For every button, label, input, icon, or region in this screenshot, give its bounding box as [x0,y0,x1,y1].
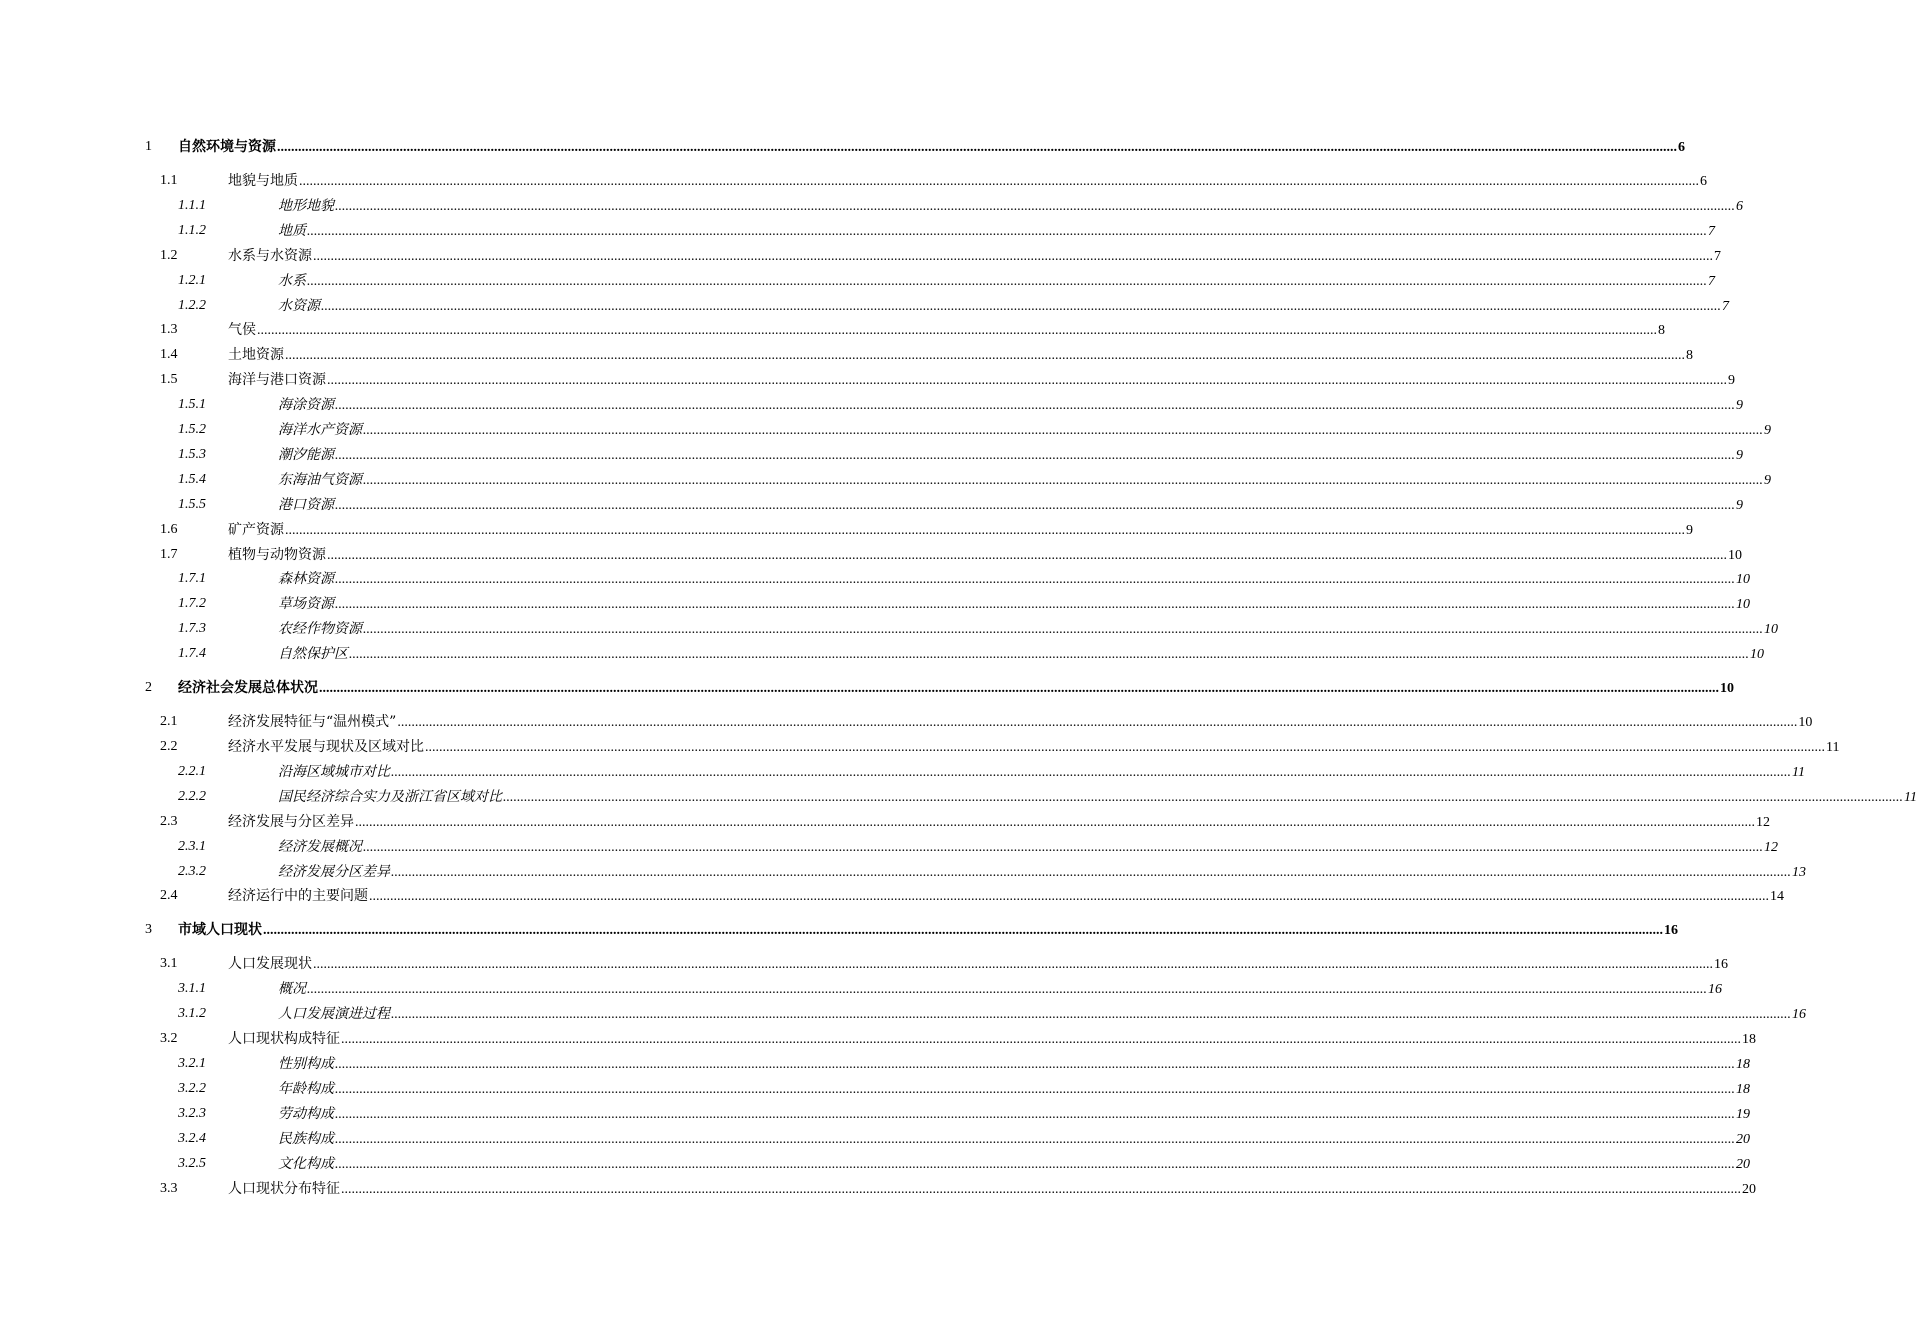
dot-leader: ................................................................................................................................................................................................................................................................................................................................................................................................................ [335,398,1735,414]
toc-entry[interactable] [0,170,1707,192]
toc-entry[interactable] [0,1028,1756,1050]
toc-entry[interactable] [0,1153,1750,1175]
toc-entry-page: 9 [1764,472,1771,488]
toc-entry-page: 18 [1742,1032,1756,1048]
toc-entry-line [278,394,1743,417]
toc-entry-line [278,295,1729,318]
toc-entry-title: 水系与水资源 [228,247,312,264]
toc-entry[interactable] [0,195,1743,217]
toc-entry[interactable] [0,1178,1756,1200]
toc-entry[interactable] [0,836,1778,858]
toc-entry-page: 14 [1770,889,1784,905]
dot-leader: ................................................................................................................................................................................................................................................................................................................................................................................................................ [335,1106,1735,1122]
dot-leader: ................................................................................................................................................................................................................................................................................................................................................................................................................ [335,1081,1735,1097]
dot-leader: ................................................................................................................................................................................................................................................................................................................................................................................................................ [369,889,1769,905]
toc-entry-page: 9 [1736,447,1743,463]
toc-entry-number: 1.6 [160,521,178,537]
toc-entry-page: 19 [1736,1106,1750,1122]
toc-entry-number: 1.5 [160,372,178,388]
toc-entry-number: 2.2.2 [178,788,206,804]
toc-entry-number: 3.2.3 [178,1105,206,1121]
dot-leader: ................................................................................................................................................................................................................................................................................................................................................................................................................ [335,572,1735,588]
toc-entry-number: 3.2.4 [178,1130,206,1146]
toc-entry-title: 草场资源 [278,596,334,613]
toc-entry-page: 20 [1742,1181,1756,1197]
toc-entry-title: 森林资源 [278,571,334,588]
toc-entry-page: 12 [1764,839,1778,855]
dot-leader: ................................................................................................................................................................................................................................................................................................................................................................................................................ [313,248,1713,264]
toc-entry-title: 潮汐能源 [278,446,334,463]
toc-entry-title: 经济发展概况 [278,838,362,855]
toc-entry[interactable] [0,978,1722,1000]
toc-entry-title: 劳动构成 [278,1105,334,1122]
dot-leader: ................................................................................................................................................................................................................................................................................................................................................................................................................ [277,140,1677,155]
toc-entry-page: 13 [1792,864,1806,880]
toc-entry[interactable] [0,568,1750,590]
toc-entry-page: 10 [1736,572,1750,588]
toc-entry-number: 1.1.2 [178,222,206,238]
toc-entry-number: 1.7.1 [178,571,206,587]
toc-entry-title: 水系 [278,272,306,289]
toc-entry[interactable] [0,369,1735,391]
toc-entry-title: 沿海区域城市对比 [278,763,390,780]
toc-entry-page: 10 [1764,622,1778,638]
toc-entry-title: 人口现状构成特征 [228,1031,340,1048]
toc-entry-page: 9 [1728,373,1735,389]
toc-entry-number: 1.1.1 [178,197,206,213]
toc-entry-number: 1.7.2 [178,596,206,612]
toc-entry-number: 2.2.1 [178,763,206,779]
toc-entry-title: 气侯 [228,322,256,339]
toc-entry-line [278,220,1715,243]
toc-entry[interactable] [0,394,1743,416]
toc-entry-line [278,593,1750,616]
toc-entry[interactable] [0,444,1743,466]
toc-entry-title: 农经作物资源 [278,621,362,638]
toc-entry-title: 文化构成 [278,1155,334,1172]
toc-entry-page: 6 [1736,198,1743,214]
toc-entry-title: 人口现状分布特征 [228,1180,340,1197]
toc-entry[interactable] [0,1103,1750,1125]
toc-entry-line [228,544,1742,567]
toc-entry-title: 人口发展现状 [228,956,312,973]
toc-entry-number: 1.4 [160,347,178,363]
toc-entry-page: 16 [1792,1007,1806,1023]
toc-entry-page: 9 [1686,522,1693,538]
toc-entry-line [228,344,1693,367]
toc-entry-line [228,1178,1756,1201]
toc-entry-number: 1.2 [160,247,178,263]
toc-entry-title: 经济水平发展与现状及区域对比 [228,739,424,755]
toc-entry-page: 7 [1708,273,1715,289]
dot-leader: ................................................................................................................................................................................................................................................................................................................................................................................................................ [363,839,1763,855]
toc-entry-line [278,1078,1750,1101]
toc-entry-page: 8 [1658,323,1665,339]
toc-entry-line [278,861,1806,884]
toc-entry-number: 2.1 [160,714,178,730]
dot-leader: ................................................................................................................................................................................................................................................................................................................................................................................................................ [335,198,1735,214]
toc-entry-line [228,711,1813,734]
toc-entry-title: 经济运行中的主要问题 [228,888,368,905]
toc-entry-title: 植物与动物资源 [228,546,326,563]
toc-entry-page: 10 [1736,597,1750,613]
toc-entry-page: 12 [1756,814,1770,830]
toc-entry-title: 民族构成 [278,1130,334,1147]
toc-entry-number: 1.3 [160,322,178,338]
toc-entry-title: 经济发展特征与“温州模式” [228,714,397,731]
toc-entry-title: 经济发展与分区差异 [228,813,354,830]
toc-entry-page: 7 [1708,223,1715,239]
toc-entry-line [278,568,1750,591]
toc-entry[interactable] [0,270,1715,292]
toc-entry-number: 3.2.1 [178,1056,206,1071]
toc-entry-number: 1.5.4 [178,471,206,487]
toc-entry[interactable] [0,136,1685,158]
toc-entry[interactable] [0,953,1728,975]
dot-leader: ................................................................................................................................................................................................................................................................................................................................................................................................................ [391,764,1791,780]
toc-entry-page: 6 [1678,140,1685,155]
toc-entry-title: 土地资源 [228,347,284,364]
toc-entry[interactable] [0,861,1806,883]
toc-entry[interactable] [0,711,1813,733]
toc-entry-page: 18 [1736,1081,1750,1097]
toc-entry-number: 1.7 [160,546,178,562]
toc-entry-number: 3.1 [160,956,178,972]
toc-entry-title: 人口发展演进过程 [278,1006,390,1023]
dot-leader: ................................................................................................................................................................................................................................................................................................................................................................................................................ [349,647,1749,663]
toc-entry-title: 经济发展分区差异 [278,863,390,880]
toc-entry-title: 概况 [278,981,306,998]
toc-entry-page: 11 [1826,740,1840,755]
dot-leader: ................................................................................................................................................................................................................................................................................................................................................................................................................ [307,273,1707,289]
toc-entry-title: 矿产资源 [228,521,284,538]
toc-entry-page: 10 [1798,715,1813,731]
toc-entry-title: 自然保护区 [278,646,348,663]
toc-entry-title: 国民经济综合实力及浙江省区域对比 [278,788,502,805]
dot-leader: ................................................................................................................................................................................................................................................................................................................................................................................................................ [503,789,1903,805]
dot-leader: ................................................................................................................................................................................................................................................................................................................................................................................................................ [335,597,1735,613]
toc-entry-number: 3.3 [160,1180,178,1196]
toc-entry-page: 16 [1664,923,1678,939]
toc-entry[interactable] [0,1053,1750,1075]
dot-leader: ................................................................................................................................................................................................................................................................................................................................................................................................................ [391,1007,1791,1023]
toc-entry-title: 市域人口现状 [178,922,262,939]
toc-entry-page: 9 [1736,398,1743,414]
dot-leader: ................................................................................................................................................................................................................................................................................................................................................................................................................ [355,814,1755,830]
toc-entry-title: 地貌与地质 [228,173,298,189]
dot-leader: ................................................................................................................................................................................................................................................................................................................................................................................................................ [341,1181,1741,1197]
toc-entry[interactable] [0,677,1734,699]
toc-entry[interactable] [0,643,1764,665]
toc-entry-line [178,919,1678,942]
toc-entry[interactable] [0,919,1678,941]
toc-entry[interactable] [0,295,1729,317]
toc-entry-number: 1.2.2 [178,297,206,313]
toc-entry[interactable] [0,544,1742,566]
toc-entry-page: 10 [1750,647,1764,663]
dot-leader: ................................................................................................................................................................................................................................................................................................................................................................................................................ [327,373,1727,389]
toc-entry-page: 7 [1714,248,1721,264]
dot-leader: ................................................................................................................................................................................................................................................................................................................................................................................................................ [363,472,1763,488]
toc-entry[interactable] [0,736,1840,758]
toc-entry-line [278,1053,1750,1076]
toc-entry-line [278,444,1743,467]
toc-entry-title: 自然环境与资源 [178,139,276,155]
toc-entry-page: 16 [1708,982,1722,998]
toc-entry-line [278,1103,1750,1126]
toc-entry-page: 9 [1736,497,1743,513]
toc-entry-number: 3 [145,922,152,938]
toc-entry-number: 2.3.2 [178,863,206,879]
toc-entry-line [228,736,1840,759]
toc-entry-line [228,953,1728,976]
toc-entry[interactable] [0,593,1750,615]
toc-entry-title: 经济社会发展总体状况 [178,680,318,697]
toc-entry-page: 10 [1728,547,1742,563]
dot-leader: ................................................................................................................................................................................................................................................................................................................................................................................................................ [335,1131,1735,1147]
toc-entry-page: 18 [1736,1057,1750,1072]
toc-entry-line [278,643,1764,666]
toc-entry-number: 3.1.1 [178,981,206,997]
toc-entry-title: 水资源 [278,297,320,314]
toc-entry-number: 3.2.2 [178,1080,206,1096]
toc-entry[interactable] [0,761,1805,783]
dot-leader: ................................................................................................................................................................................................................................................................................................................................................................................................................ [363,622,1763,638]
dot-leader: ................................................................................................................................................................................................................................................................................................................................................................................................................ [341,1032,1741,1048]
toc-entry-line [278,1153,1750,1176]
toc-entry[interactable] [0,419,1771,441]
toc-entry-title: 年龄构成 [278,1080,334,1097]
dot-leader: ................................................................................................................................................................................................................................................................................................................................................................................................................ [335,497,1735,513]
toc-entry-number: 1 [145,139,152,154]
toc-entry[interactable] [0,1078,1750,1100]
toc-entry[interactable] [0,245,1721,267]
toc-entry-number: 1.5.1 [178,397,206,413]
toc-entry-line [278,419,1771,442]
toc-entry-number: 1.5.5 [178,496,206,512]
toc-entry-number: 1.7.3 [178,621,206,637]
toc-entry-number: 1.1 [160,173,178,188]
dot-leader: ................................................................................................................................................................................................................................................................................................................................................................................................................ [307,982,1707,998]
dot-leader: ................................................................................................................................................................................................................................................................................................................................................................................................................ [263,923,1663,939]
dot-leader: ................................................................................................................................................................................................................................................................................................................................................................................................................ [335,1156,1735,1172]
toc-entry-title: 东海油气资源 [278,471,362,488]
toc-entry-title: 海涂资源 [278,397,334,414]
toc-entry-line [228,1028,1756,1051]
toc-entry-number: 1.2.1 [178,272,206,288]
toc-entry-number: 3.2 [160,1031,178,1047]
toc-entry-title: 海洋与港口资源 [228,372,326,389]
toc-entry-line [278,786,1917,809]
toc-entry-line [278,270,1715,293]
dot-leader: ................................................................................................................................................................................................................................................................................................................................................................................................................ [321,298,1721,314]
toc-entry-page: 10 [1720,681,1734,697]
dot-leader: ................................................................................................................................................................................................................................................................................................................................................................................................................ [363,423,1763,438]
toc-entry-line [278,195,1743,218]
toc-entry-line [228,319,1665,342]
toc-entry-line [228,519,1693,542]
toc-entry-number: 2.3 [160,813,178,829]
toc-entry-line [228,170,1707,193]
toc-entry-line [178,677,1734,700]
toc-entry-line [228,885,1784,908]
toc-entry-page: 11 [1904,789,1917,805]
toc-entry-number: 1.7.4 [178,646,206,662]
toc-entry[interactable] [0,319,1665,341]
dot-leader: ................................................................................................................................................................................................................................................................................................................................................................................................................ [257,323,1657,339]
dot-leader: ................................................................................................................................................................................................................................................................................................................................................................................................................ [335,447,1735,463]
toc-entry-line [278,469,1771,492]
toc-entry-title: 港口资源 [278,496,334,513]
toc-entry-line [178,136,1685,159]
toc-entry-page: 16 [1714,957,1728,973]
toc-entry-number: 1.5.3 [178,446,206,462]
toc-entry-line [278,618,1778,641]
toc-entry-number: 2.3.1 [178,838,206,854]
toc-entry-page: 6 [1700,174,1707,189]
dot-leader: ................................................................................................................................................................................................................................................................................................................................................................................................................ [285,522,1685,538]
toc-entry[interactable] [0,786,1917,808]
toc-entry[interactable] [0,344,1693,366]
toc-entry-line [228,245,1721,268]
dot-leader: ................................................................................................................................................................................................................................................................................................................................................................................................................ [327,547,1727,563]
toc-entry[interactable] [0,1128,1750,1150]
toc-entry-line [278,494,1743,517]
toc-entry-page: 9 [1764,423,1771,438]
toc-entry-number: 1.5.2 [178,422,206,437]
toc-entry-number: 3.1.2 [178,1006,206,1022]
dot-leader: ................................................................................................................................................................................................................................................................................................................................................................................................................ [335,1057,1735,1072]
toc-entry[interactable] [0,811,1770,833]
toc-entry-number: 2 [145,680,152,696]
toc-entry[interactable] [0,519,1693,541]
toc-entry-page: 7 [1722,298,1729,314]
toc-entry[interactable] [0,885,1784,907]
dot-leader: ................................................................................................................................................................................................................................................................................................................................................................................................................ [319,681,1719,697]
toc-entry[interactable] [0,618,1778,640]
toc-entry[interactable] [0,220,1715,242]
toc-entry-page: 11 [1792,764,1805,780]
dot-leader: ................................................................................................................................................................................................................................................................................................................................................................................................................ [313,957,1713,973]
toc-entry-number: 2.4 [160,888,178,904]
toc-entry-line [278,978,1722,1001]
toc-entry-number: 3.2.5 [178,1155,206,1171]
toc-entry-line [228,369,1735,392]
toc-entry-line [278,761,1805,784]
toc-entry-title: 地质 [278,222,306,239]
toc-entry-title: 性别构成 [278,1056,334,1072]
toc-entry[interactable] [0,1003,1806,1025]
toc-entry-line [278,836,1778,859]
dot-leader: ................................................................................................................................................................................................................................................................................................................................................................................................................ [425,740,1825,755]
dot-leader: ................................................................................................................................................................................................................................................................................................................................................................................................................ [307,223,1707,239]
toc-entry-line [278,1003,1806,1026]
toc-entry-page: 20 [1736,1131,1750,1147]
toc-entry-line [278,1128,1750,1151]
toc-entry-page: 8 [1686,348,1693,364]
dot-leader: ................................................................................................................................................................................................................................................................................................................................................................................................................ [391,864,1791,880]
toc-entry-line [228,811,1770,834]
toc-entry-title: 地形地貌 [278,197,334,214]
toc-entry[interactable] [0,469,1771,491]
toc-entry[interactable] [0,494,1743,516]
dot-leader: ................................................................................................................................................................................................................................................................................................................................................................................................................ [299,174,1699,189]
toc-entry-title: 海洋水产资源 [278,422,362,438]
dot-leader: ................................................................................................................................................................................................................................................................................................................................................................................................................ [397,715,1798,731]
toc-entry-page: 20 [1736,1156,1750,1172]
dot-leader: ................................................................................................................................................................................................................................................................................................................................................................................................................ [285,348,1685,364]
toc-entry-number: 2.2 [160,739,178,754]
